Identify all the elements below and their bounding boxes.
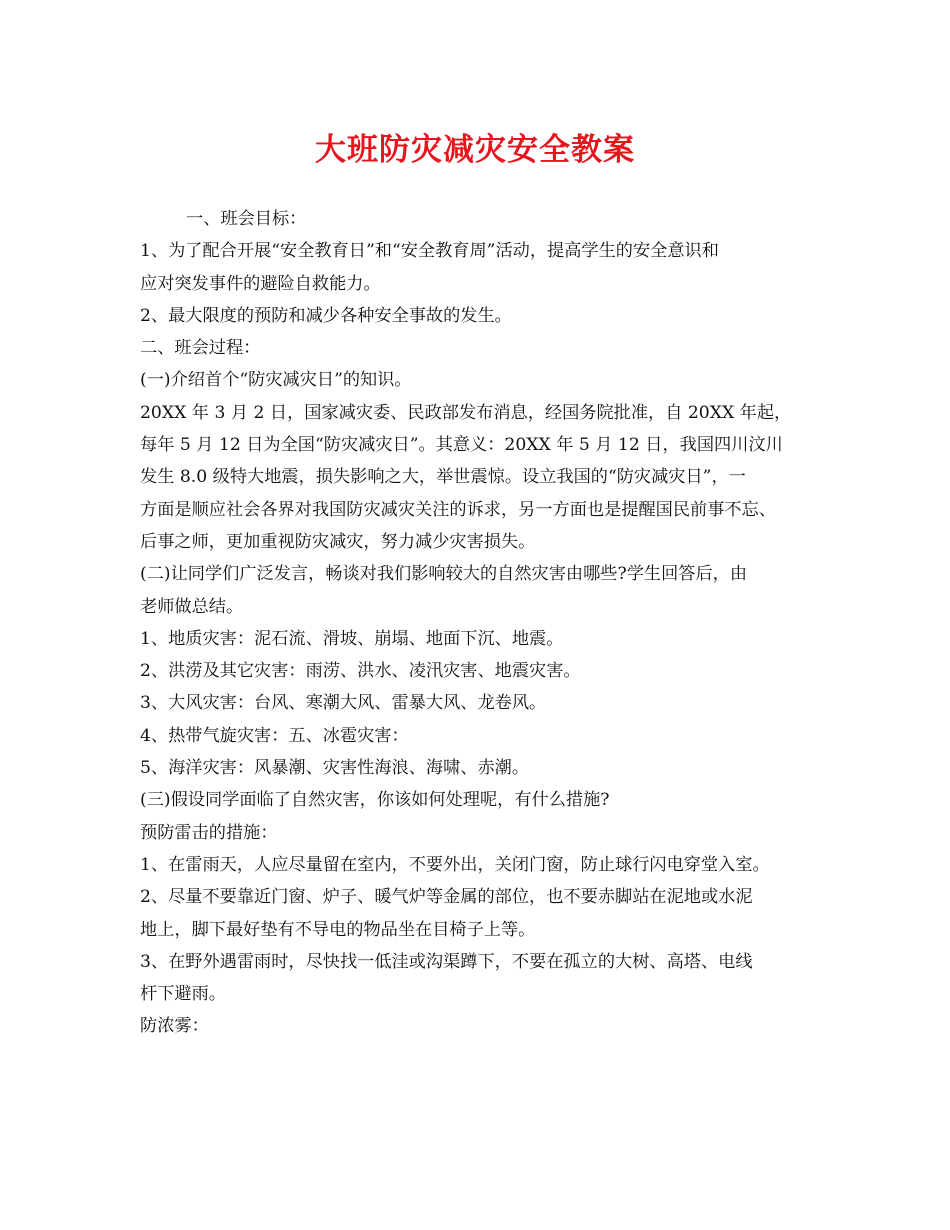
paragraph-line: 预防雷击的措施：: [140, 822, 278, 843]
paragraph-line: 方面是顺应社会各界对我国防灾减灾关注的诉求，另一方面也是提醒国民前事不忘、: [140, 499, 776, 520]
paragraph-line: 每年 5 月 12 日为全国“防灾减灾日”。其意义：20XX 年 5 月 12 日，我国四川汶川: [140, 435, 783, 456]
list-item: 3、大风灾害：台风、寒潮大风、雷暴大风、龙卷风。: [140, 693, 547, 714]
paragraph-line: 后事之师，更加重视防灾减灾，努力减少灾害损失。: [140, 531, 536, 552]
paragraph-line: 1、为了配合开展“安全教育日”和“安全教育周”活动，提高学生的安全意识和: [140, 241, 719, 262]
paragraph-line: 应对突发事件的避险自救能力。: [140, 273, 381, 294]
list-item: 5、海洋灾害：风暴潮、灾害性海浪、海啸、赤潮。: [140, 758, 530, 779]
section-heading-goals: 一、班会目标：: [186, 209, 307, 229]
section-heading-process: 二、班会过程：: [140, 338, 261, 359]
paragraph-line: 老师做总结。: [140, 596, 244, 617]
subsection-heading: (三)假设同学面临了自然灾害，你该如何处理呢，有什么措施?: [140, 790, 610, 811]
paragraph-line: 发生 8.0 级特大地震，损失影响之大，举世震惊。设立我国的“防灾减灾日”，一: [140, 467, 746, 488]
list-item: 4、热带气旋灾害：五、冰雹灾害：: [140, 725, 409, 746]
list-item: 1、在雷雨天，人应尽量留在室内，不要外出，关闭门窗，防止球行闪电穿堂入室。: [140, 854, 770, 875]
list-item: 2、尽量不要靠近门窗、炉子、暖气炉等金属的部位，也不要赤脚站在泥地或水泥: [140, 887, 753, 908]
paragraph-line: 防浓雾：: [140, 1016, 209, 1037]
list-item: 1、地质灾害：泥石流、滑坡、崩塌、地面下沉、地震。: [140, 628, 564, 649]
subsection-heading: (一)介绍首个“防灾减灾日”的知识。: [140, 370, 412, 391]
list-item: 2、洪涝及其它灾害：雨涝、洪水、凌汛灾害、地震灾害。: [140, 661, 581, 682]
paragraph-line: 20XX 年 3 月 2 日，国家减灾委、民政部发布消息，经国务院批准，自 20XX 年起，: [140, 402, 792, 423]
paragraph-line: 2、最大限度的预防和减少各种安全事故的发生。: [140, 305, 512, 326]
list-item: 3、在野外遇雷雨时，尽快找一低洼或沟渠蹲下，不要在孤立的大树、高塔、电线: [140, 951, 753, 972]
subsection-heading: (二)让同学们广泛发言，畅谈对我们影响较大的自然灾害由哪些?学生回答后，由: [140, 564, 748, 585]
paragraph-line: 杆下避雨。: [140, 984, 226, 1005]
document-body: [140, 203, 830, 1043]
document-title: 大班防灾减灾安全教案: [315, 132, 635, 168]
paragraph-line: 地上，脚下最好垫有不导电的物品坐在目椅子上等。: [140, 919, 536, 940]
